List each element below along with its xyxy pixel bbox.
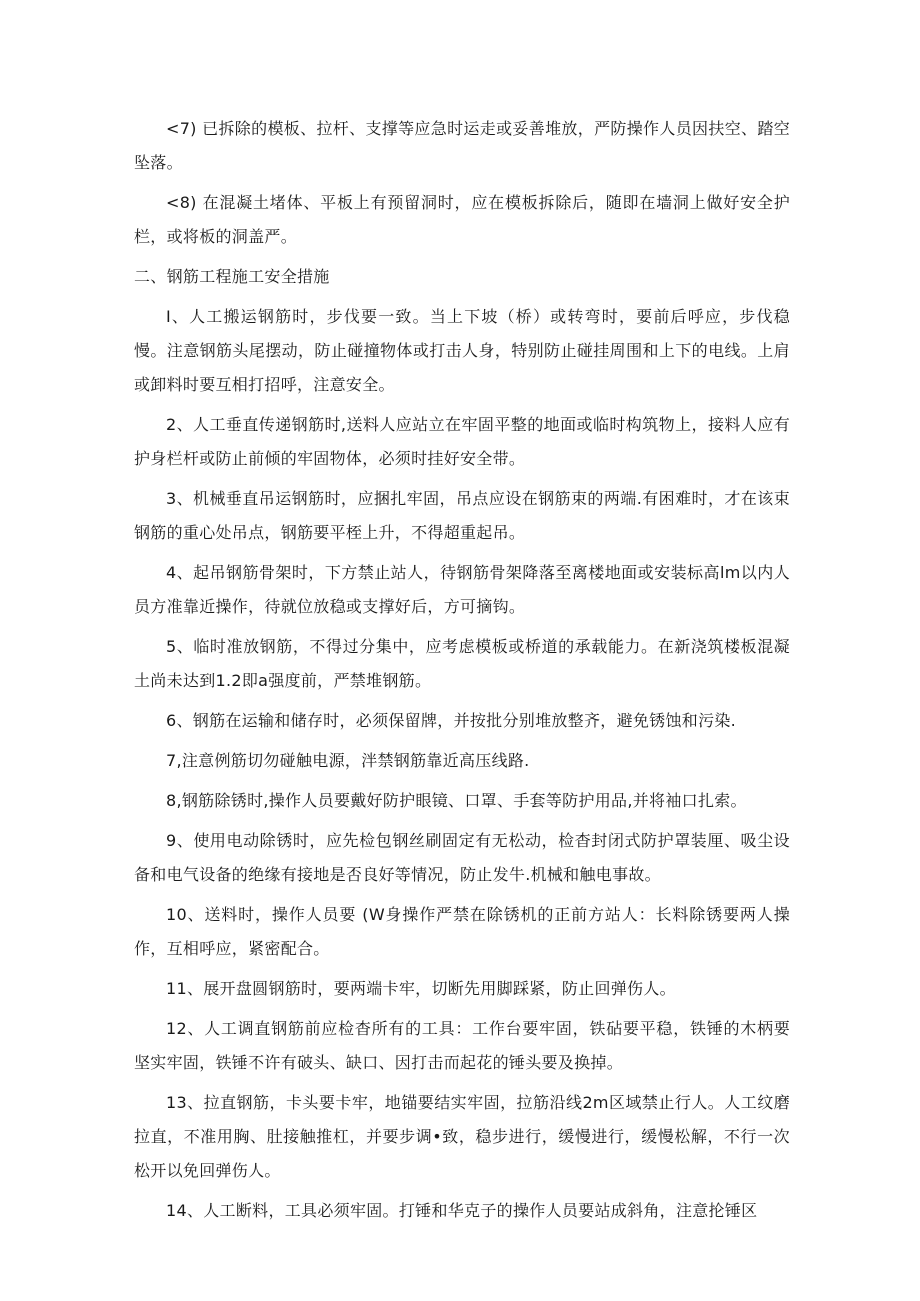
paragraph-rebar-6: 6、钢筋在运输和储存时，必须保留牌，并按批分别堆放整齐，避免锈蚀和污染. (166, 711, 737, 730)
paragraph-rebar-5: 5、临时准放钢筋，不得过分集中，应考虑模板或桥道的承载能力。在新浇筑楼板混凝土尚未达到1.2即a强度前，严禁堆钢筋。 (134, 637, 790, 690)
paragraph-7-removed-formwork: <7) 已拆除的模板、拉杆、支撑等应急时运走或妥善堆放，严防操作人员因扶空、踏空坠落。 (134, 119, 790, 172)
paragraph-rebar-14: 14、人工断料，工具必须牢固。打锤和华克子的操作人员要站成斜角，注意抡锤区 (166, 1201, 758, 1220)
paragraph-rebar-11: 11、展开盘圆钢筋时，要两端卡牢，切断先用脚踩紧，防止回弹伤人。 (166, 979, 676, 998)
paragraph-rebar-4: 4、起吊钢筋骨架时，下方禁止站人，待钢筋骨架降落至离楼地面或安装标高lm以内人员方准靠近操作，待就位放稳或支撑好后，方可摘钩。 (134, 563, 790, 616)
paragraph-rebar-7: 7,注意例筋切勿碰触电源，泮禁钢筋靠近高压线路. (166, 751, 530, 770)
section-heading-rebar-safety: 二、钢筋工程施工安全措施 (134, 267, 330, 286)
document-body (134, 112, 790, 1234)
paragraph-rebar-12: 12、人工调直钢筋前应检杳所有的工具：工作台要牢固，铁砧要平稳，铁锤的木柄要坚实牢固，铁锤不许有破头、缺口、因打击而起花的锤头要及换掉。 (134, 1019, 790, 1072)
paragraph-rebar-10: 10、送料时，操作人员要 (W身操作严禁在除锈机的正前方站人：长料除锈要两人操作，互相呼应，紧密配合。 (134, 905, 790, 958)
paragraph-rebar-3: 3、机械垂直吊运钢筋时，应捆扎牢固，吊点应设在钢筋束的两端.有困难时，才在该束钢筋的重心处吊点，钢筋要平桎上升，不得超重起吊。 (134, 489, 790, 542)
paragraph-rebar-9: 9、使用电动除锈时，应先检包钢丝刷固定有无松动，检杳封闭式防护罩装厘、吸尘设备和电气设备的绝缘有接地是否良好等情况，防止发牛.机械和触电事故。 (134, 831, 790, 884)
paragraph-8-reserved-holes: <8) 在混凝土堵体、平板上有预留洞时，应在模板拆除后，随即在墙洞上做好安全护栏，或将板的洞盖严。 (134, 193, 790, 246)
paragraph-rebar-2: 2、人工垂直传递钢筋时,送料人应站立在牢固平整的地面或临时构筑物上，接料人应有护身栏杆或防止前倾的牢固物体，必须时挂好安全带。 (134, 415, 790, 468)
paragraph-rebar-1: I、人工搬运钢筋时，步伐要一致。当上下坡（桥）或转弯时，要前后呼应，步伐稳慢。注意钢筋头尾摆动，防止碰撞物体或打击人身，特别防止碰挂周围和上下的电线。上肩或卸料时要互相打招呼，注意安全。 (134, 307, 790, 394)
paragraph-rebar-8: 8,钢筋除锈时,操作人员要戴好防护眼镜、口罩、手套等防护用品,并将袖口扎索。 (166, 791, 747, 810)
paragraph-rebar-13: 13、拉直钢筋，卡头要卡牢，地锚要结实牢固，拉筋沿线2m区域禁止行人。人工纹磨拉直，不准用胸、肚接触推杠，并要步调•致，稳步进行，缓慢进行，缓慢松解，不行一次松开以免回弹伤人。 (134, 1093, 790, 1180)
